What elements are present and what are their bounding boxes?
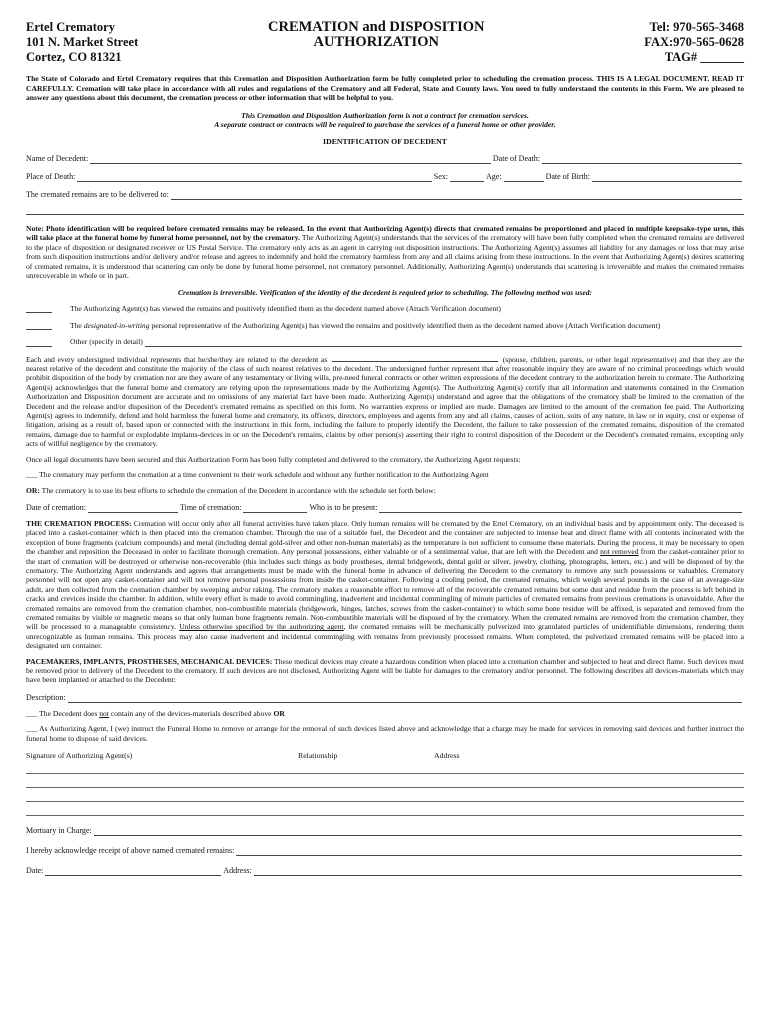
address-label: Address:	[223, 866, 252, 876]
address-field[interactable]	[254, 867, 742, 876]
sex-field[interactable]	[450, 173, 484, 182]
contract-note-line2: A separate contract or contracts will be required to purchase the services of a funeral home or other provider.	[214, 120, 556, 130]
description-field[interactable]	[68, 694, 742, 703]
relation-pre: Each and every undersigned individual represents that he/she/they are related to the decedent as	[26, 354, 331, 364]
cremation-date-field[interactable]	[88, 504, 178, 513]
verify-option-2-checkbox[interactable]	[26, 321, 52, 330]
photo-id-note-bold: Note: Photo identification will be required before cremated remains may be released. In the event that Authorizing Agent(s) directs that cremated remains be proportioned and placed in multiple keepsake-type urns, this will take place at the funeral home by funeral home personnel, not by the crematory.	[26, 223, 744, 243]
form-title	[268, 20, 484, 50]
delivered-to-field[interactable]	[171, 191, 742, 200]
decedent-name-field[interactable]	[90, 155, 491, 164]
or-label: OR:	[26, 485, 40, 495]
form-title-line2: AUTHORIZATION	[313, 34, 439, 50]
verify-option-3-checkbox[interactable]	[26, 338, 52, 347]
cremation-date-label: Date of cremation:	[26, 502, 86, 512]
signature-line-3[interactable]	[26, 788, 744, 802]
place-of-death-field[interactable]	[77, 173, 431, 182]
verify-option-1-checkbox[interactable]	[26, 304, 52, 313]
cremation-time-field[interactable]	[243, 504, 307, 513]
description-row	[26, 693, 744, 703]
verify-option-1[interactable]	[26, 304, 744, 313]
street-address: 101 N. Market Street	[26, 35, 139, 49]
process-underline-b: Unless otherwise specified by the authorizing agent	[179, 622, 344, 632]
irreversible-statement: Cremation is irreversible. Verification of the identity of the decedent is required prior to scheduling. The following method was used:	[177, 288, 593, 298]
signature-label: Signature of Authorizing Agent(s)	[26, 751, 133, 761]
address-header-label: Address	[434, 751, 460, 761]
process-text-c: , the cremated remains will be mechanically pulverized into granulated particles of unidentifiable dimensions, rendering them unrecognizable as human remains. This process may also cause inadvertent and incidental commingling with remains from previously processed remains. When completed, the pulverized cremated remains will be placed into a designated urn container.	[26, 622, 744, 651]
photo-id-note-text: The Authorizing Agent(s) understands that the services of the crematory will have been fully completed when the cremated remains are delivered to the place of disposition or designated receiver or US Postal Service. The crematory only acts as an agent in carrying out disposition instructions. The Authorizing Agent(s) assumes all liability for any damages or loss that may arise from such disposition instructions and/or delivery and/or release and agrees to indemnify and hold the crematory harmless from any and all claims arising from these instructions. In the event that Authorizing Agent(s) desires scattering of cremated remains, it is understood that scattering can only be done by funeral home personnel, not crematory personnel. Additionally, Authorizing Agent(s) understands that scattering is irreversible and makes the cremated remains unrecoverable in whole or in part.	[26, 233, 744, 280]
tag-number[interactable]: TAG# _______	[664, 50, 744, 64]
age-field[interactable]	[504, 173, 544, 182]
crematory-name: Ertel Crematory	[26, 20, 115, 34]
signature-line-2[interactable]	[26, 774, 744, 788]
date-field[interactable]	[45, 867, 221, 876]
verify-option-2-post: personal representative of the Authorizing Agent(s) has viewed the remains and positively identified them as the decedent named above (Attach Verification document)	[149, 320, 661, 330]
pacemakers-paragraph	[26, 657, 744, 685]
not-contain-pre: ___ The Decedent does	[26, 708, 100, 718]
date-address-row	[26, 866, 744, 876]
signature-header	[26, 751, 744, 760]
photo-id-note	[26, 224, 744, 280]
fax: FAX:970-565-0628	[644, 35, 744, 49]
process-text-a: Cremation will occur only after all funeral activities have taken place. Only human remains will be cremated by the Ertel Crematory, on an individual basis and by appointment only. The deceased is placed into a casket-container which is then placed into the cremation chamber. Through the use of a suitable fuel, the Decedent and the container are subjected to intense heat and direct flame with all contents incinerated with the exception of bone fragments (calcium compounds) and metal (including dental gold-silver and other non-human materials) as the temperature is not sufficient to consume these materials. During the process, it may be necessary to open the chamber and reposition the Deceased in order to facilitate thorough cremation. Any personal possessions, either valuable or of a sentimental value, that are left with the Decedent and	[26, 518, 744, 557]
verify-option-3-field[interactable]	[145, 338, 742, 347]
place-of-death-row	[26, 172, 744, 182]
perform-option[interactable]: ___ The crematory may perform the cremation at a time convenient to their work schedule and without any further notification to the Authorizing Agent	[26, 470, 489, 480]
telephone: Tel: 970-565-3468	[649, 20, 744, 34]
process-text-b: from the casket-container prior to the start of cremation will be destroyed or otherwise non-recoverable (this includes such things as body prostheses, dental bridgework, dental gold or silver, jewelry, clothing, photographs, letters, etc.) and will be disposed of by the crematory. The Authorizing Agent understands and agrees that arrangements must be made with the funeral home in advance of delivering the Decedent to the crematory to remove any such possessions or valuables. Crematory personnel will not open any casket-container and will not remove personal possessions from inside the casket-container. Following a cooling period, the cremated remains, which weigh several pounds in the case of an average-size adult, are then collected from the cremation chamber by sweeping and/or raking. The crematory makes a reasonable effort to remove all of the recoverable cremated remains but some dust and residue from the process is left behind in cracks and crevices inside the chamber. In addition, while every effort is made to avoid commingling, inadvertent and incidental commingling of minute particles of cremated remains from previous cremations is unavoidable. After the cremated remains are removed from the cremation chamber, non-combustible materials (bridgework, hinges, latches, screws from the casket-container) to which some bone residue will be affixed, is separated and removed from the cremated remains by visible or magnetic means so that only human bone fragments remain. Non-combustible materials will be disposed of by the crematory. When the cremated remains are removed from the cremation chamber, they will be processed to a manageable consistency.	[26, 547, 745, 632]
signature-line-1[interactable]	[26, 760, 744, 774]
present-label: Who is to be present:	[309, 502, 378, 512]
delivered-to-row	[26, 190, 744, 200]
cremation-time-label: Time of cremation:	[179, 502, 242, 512]
once-legal-text: Once all legal documents have been secured and this Authorization Form has been fully completed and delivered to the crematory, the Authorizing Agent requests:	[26, 454, 521, 464]
remove-devices-option[interactable]: ___ As Authorizing Agent, I (we) instruct the Funeral Home to remove or arrange for the removal of such devices listed above and acknowledge that a charge may be made for services in removing said devices and further instruct the funeral home to dispose of said devices.	[26, 724, 744, 743]
relation-post: (spouse, children, parents, or other legal representative) and that they are the nearest relative of the decedent and constitute the majority of the class of such nearest relatives to the decedent. The undersigned further represent that after reasonable inquiry they are aware of no criminal proceedings which would prohibit disposition of the body by cremation nor are they aware of any testamentary or living wills, pre-need funeral contracts or other written expressions of the decedent contrary to the authorization herein to cremate. The Authorizing Agent(s) acknowledges that the funeral home and crematory are relying upon the representations made by the Authorizing Agent(s). The Authorizing Agent(s) certify that all information and statements contained in the Cremation Authorization and Disposition document are accurate and no omissions of any material fact have been made. Authorizing Agent(s) understand and agree that the obligations of the crematory shall be limited to the cremation of the Decedent and the release and/or disposition of the Decedent's cremated remains as specified on this form. No warranties express or implied are made. Damages are limited to the amount of the cremation fee paid. The Authorizing Agent(s) agrees to indemnify, defend and hold harmless the funeral home and crematory, its officers, directors, employees and agents from any and all claims, causes of action, suits of any nature, in law or in equity, cost or expense of litigation, arising as a result of, based upon or connected with the instructions in this form, including the failure to properly identify the Decedent, the failure to take possession of the cremated remains, disposition of the cremated remains, damage due to harmful or explodable implants-devices in or on the Decedent's remains, claims by other person(s) asserting their right to control disposition of the Decedent or the Decedent's cremated remains, excepting only acts of willful negligence by the crematory.	[26, 354, 744, 449]
delivered-to-field-2[interactable]	[26, 204, 744, 215]
verify-option-2-pre: The	[70, 320, 84, 330]
crematory-address	[26, 20, 138, 65]
age-label: Age:	[486, 171, 502, 181]
delivered-to-label: The cremated remains are to be delivered to:	[26, 189, 169, 199]
intro-paragraph: The State of Colorado and Ertel Crematory requires that this Cremation and Disposition Authorization form be fully completed prior to scheduling the cremation process. THIS IS A LEGAL DOCUMENT. READ IT CAREFULLY. Cremation will take place in accordance with all rules and regulations of the Crematory and all Federal, State and County laws. You need to fully understand the contents in this Form. We are pleased to answer any questions about this document, the cremation process or other information that will be helpful to you.	[26, 74, 744, 103]
relationship-label: Relationship	[298, 751, 338, 761]
verify-option-1-text: The Authorizing Agent(s) has viewed the remains and positively identified them as the decedent named above (Attach Verification document)	[70, 304, 501, 314]
relation-field[interactable]	[332, 353, 498, 362]
verify-option-2-italic: designated-in-writing	[83, 320, 150, 330]
contact-info	[644, 20, 744, 65]
process-underline-a: not removed	[600, 547, 639, 557]
not-contain-post: contain any of the devices-materials described above	[108, 708, 274, 718]
not-contain-underline: not	[99, 708, 109, 718]
form-header	[26, 20, 744, 65]
decedent-name-row	[26, 154, 744, 164]
contract-note-line1: This Cremation and Disposition Authorization form is not a contract for cremation services.	[241, 110, 529, 120]
not-contain-option[interactable]	[26, 709, 744, 718]
or-option[interactable]	[26, 486, 744, 495]
pacemakers-text: These medical devices may create a hazardous condition when placed into a cremation chamber and subjected to heat and direct flame. Such devices must be removed prior to delivery of the Decedent to the crematory. If such devices are not disclosed, Authorizing Agent will be liable for damages to the crematory and/or personnel. The following describes all devices-materials which may have been implanted or attached to the Decedent:	[26, 656, 745, 685]
schedule-row	[26, 503, 744, 513]
acknowledge-label: I hereby acknowledge receipt of above named cremated remains:	[26, 846, 235, 856]
form-title-line1: CREMATION and DISPOSITION	[268, 19, 485, 35]
description-label: Description:	[26, 692, 66, 702]
mortuary-field[interactable]	[94, 827, 742, 836]
dob-label: Date of Birth:	[545, 171, 590, 181]
mortuary-label: Mortuary in Charge:	[26, 826, 92, 836]
verify-option-2-text	[70, 321, 744, 330]
cremation-process-paragraph	[26, 519, 744, 651]
decedent-name-label: Name of Decedent:	[26, 153, 89, 163]
verify-option-2[interactable]	[26, 321, 744, 330]
cremation-process-title: THE CREMATION PROCESS:	[26, 518, 132, 528]
date-of-death-field[interactable]	[542, 155, 742, 164]
present-field[interactable]	[379, 504, 742, 513]
acknowledge-field[interactable]	[236, 847, 742, 856]
signature-line-4[interactable]	[26, 802, 744, 816]
city-state-zip: Cortez, CO 81321	[26, 50, 122, 64]
pacemakers-title: PACEMAKERS, IMPLANTS, PROSTHESES, MECHANICAL DEVICES:	[26, 656, 273, 666]
date-of-death-label: Date of Death:	[492, 153, 540, 163]
acknowledge-row	[26, 846, 744, 856]
contract-note	[26, 111, 744, 130]
verify-option-3-text: Other (specify in detail)	[70, 337, 143, 347]
verify-option-3[interactable]	[26, 337, 744, 346]
mortuary-row	[26, 826, 744, 836]
cremation-form	[26, 20, 744, 876]
not-contain-or: OR	[273, 708, 285, 718]
sex-label: Sex:	[433, 171, 448, 181]
identification-title: IDENTIFICATION OF DECEDENT	[323, 136, 447, 146]
dob-field[interactable]	[592, 173, 742, 182]
relation-paragraph	[26, 353, 744, 449]
place-of-death-label: Place of Death:	[26, 171, 76, 181]
date-label: Date:	[26, 866, 44, 876]
or-text: The crematory is to use its best efforts to schedule the cremation of the Decedent in accordance with the schedule set forth below:	[39, 485, 436, 495]
